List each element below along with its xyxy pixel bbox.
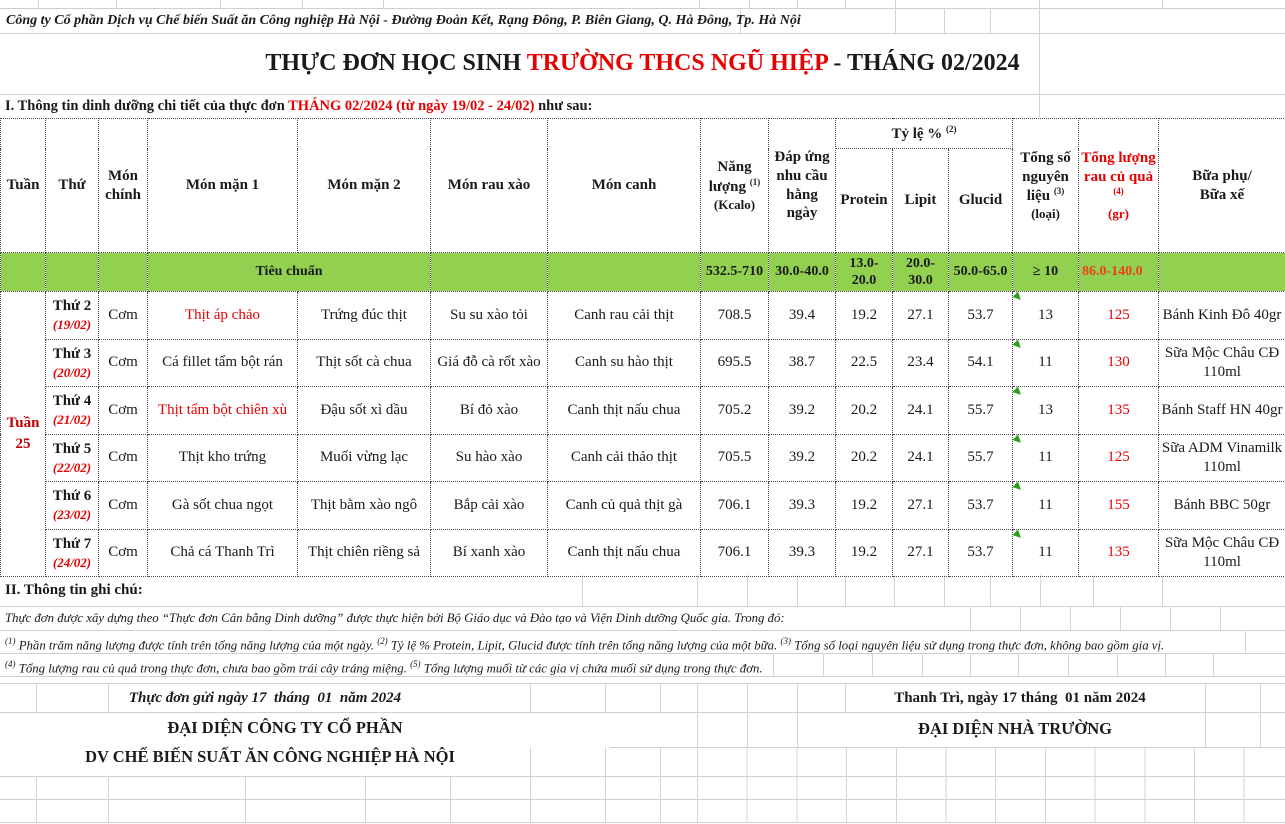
protein-cell: 19.2 — [836, 482, 893, 530]
demand-cell: 39.4 — [769, 292, 836, 340]
company-representative-line-2: DV CHẾ BIẾN SUẤT ĂN CÔNG NGHIỆP HÀ NỘI — [85, 747, 455, 766]
section-1-month-range: THÁNG 02/2024 (từ ngày 19/02 - 24/02) — [288, 98, 535, 114]
glucid-cell: 53.7 — [949, 529, 1013, 577]
table-header-row-1 — [1, 119, 1285, 149]
day-cell: Thứ 6 (23/02) — [46, 482, 99, 530]
energy-cell: 706.1 — [701, 482, 769, 530]
header-nang-luong: Năng lượng $^{(1)}$ (Kcalo) — [701, 119, 769, 253]
snack-cell: Bánh BBC 50gr — [1159, 482, 1285, 530]
ingredients-cell: 11 — [1013, 434, 1079, 482]
header-glucid: Glucid — [949, 149, 1013, 253]
table-row — [1, 482, 1285, 530]
note-line-3: $^{(4)}$ Tổng lượng rau củ quả trong thực đơn, chưa bao gồm trái cây tráng miệng. $^{(5)}$ Tổng lượng muối từ các gia vị chứa muối sử dụng trong thực đơn. — [5, 659, 763, 676]
comment-triangle-icon — [1013, 482, 1024, 493]
standard-energy: 532.5-710 — [701, 253, 769, 292]
header-thu: Thứ — [46, 119, 99, 253]
menu-sent-date: Thực đơn gửi ngày 17 tháng 01 năm 2024 — [128, 690, 402, 706]
table-row — [1, 339, 1285, 387]
nutrition-table — [0, 118, 1285, 577]
standard-label: Tiêu chuẩn — [148, 253, 431, 292]
energy-cell: 695.5 — [701, 339, 769, 387]
signature-place-date: Thanh Trì, ngày 17 tháng 01 năm 2024 — [894, 690, 1146, 706]
day-cell: Thứ 5 (22/02) — [46, 434, 99, 482]
comment-triangle-icon — [1013, 434, 1024, 445]
demand-cell: 39.2 — [769, 434, 836, 482]
dish2-cell: Thịt sốt cà chua — [298, 339, 431, 387]
header-tong-luong-rau-cu-qua: Tổng lượng rau củ quả $^{(4)}$ (gr) — [1079, 119, 1159, 253]
veg-dish-cell: Bí đỏ xào — [431, 387, 548, 435]
snack-cell: Bánh Staff HN 40gr — [1159, 387, 1285, 435]
ingredients-cell: 13 — [1013, 292, 1079, 340]
glucid-cell: 53.7 — [949, 292, 1013, 340]
comment-triangle-icon — [1013, 339, 1024, 350]
dish2-cell: Trứng đúc thịt — [298, 292, 431, 340]
protein-cell: 22.5 — [836, 339, 893, 387]
veg-amount-cell: 125 — [1079, 292, 1159, 340]
veg-amount-cell: 135 — [1079, 529, 1159, 577]
lipit-cell: 24.1 — [893, 434, 949, 482]
header-mon-rau-xao: Món rau xào — [431, 119, 548, 253]
veg-amount-cell: 130 — [1079, 339, 1159, 387]
page-title — [0, 33, 1285, 94]
demand-cell: 39.3 — [769, 482, 836, 530]
veg-dish-cell: Bắp cải xào — [431, 482, 548, 530]
day-cell: Thứ 4 (21/02) — [46, 387, 99, 435]
header-mon-chinh: Món chính — [99, 119, 148, 253]
section-1-prefix: I. Thông tin dinh dưỡng chi tiết của thực đơn — [5, 98, 289, 114]
lipit-cell: 27.1 — [893, 482, 949, 530]
demand-cell: 38.7 — [769, 339, 836, 387]
school-representative: ĐẠI DIỆN NHÀ TRƯỜNG — [918, 719, 1112, 738]
veg-dish-cell: Su su xào tỏi — [431, 292, 548, 340]
table-row — [1, 292, 1285, 340]
title-prefix: THỰC ĐƠN HỌC SINH — [265, 50, 527, 76]
standard-protein: 13.0-20.0 — [836, 253, 893, 292]
veg-dish-cell: Su hào xào — [431, 434, 548, 482]
header-tuan: Tuần — [1, 119, 46, 253]
main-dish-cell: Cơm — [99, 434, 148, 482]
standard-lipit: 20.0-30.0 — [893, 253, 949, 292]
title-school-name: TRƯỜNG THCS NGŨ HIỆP — [526, 50, 828, 76]
dish2-cell: Thịt chiên riềng sả — [298, 529, 431, 577]
week-cell — [1, 292, 46, 577]
dish2-cell: Đậu sốt xì dầu — [298, 387, 431, 435]
glucid-cell: 55.7 — [949, 434, 1013, 482]
energy-cell: 705.5 — [701, 434, 769, 482]
header-mon-man-1: Món mặn 1 — [148, 119, 298, 253]
comment-triangle-icon — [1013, 529, 1024, 540]
soup-cell: Canh thịt nấu chua — [548, 529, 701, 577]
header-bua-phu: Bữa phụ/ Bữa xế — [1159, 119, 1285, 253]
standard-ingredients: ≥ 10 — [1013, 253, 1079, 292]
main-dish-cell: Cơm — [99, 482, 148, 530]
snack-cell: Sữa Mộc Châu CĐ 110ml — [1159, 529, 1285, 577]
dish1-cell: Thịt kho trứng — [148, 434, 298, 482]
ingredients-cell: 13 — [1013, 387, 1079, 435]
dish1-cell: Gà sốt chua ngọt — [148, 482, 298, 530]
main-dish-cell: Cơm — [99, 529, 148, 577]
snack-cell: Sữa Mộc Châu CĐ 110ml — [1159, 339, 1285, 387]
glucid-cell: 53.7 — [949, 482, 1013, 530]
dish2-cell: Muối vừng lạc — [298, 434, 431, 482]
soup-cell: Canh rau cải thịt — [548, 292, 701, 340]
glucid-cell: 54.1 — [949, 339, 1013, 387]
standard-empty-cell — [431, 253, 548, 292]
protein-cell: 19.2 — [836, 292, 893, 340]
table-row — [1, 387, 1285, 435]
note-line-2: $^{(1)}$ Phần trăm năng lượng được tính trên tổng năng lượng của một ngày. $^{(2)}$ Tỷ lệ % Protein, Lipit, Glucid được tính trên tổng năng lượng của một bữa. $^{(3)}$ Tổng số loại nguyên liệu sử dụng trong thực đơn, không bao gồm gia vị. — [5, 636, 1165, 653]
day-cell: Thứ 2 (19/02) — [46, 292, 99, 340]
lipit-cell: 27.1 — [893, 292, 949, 340]
ingredients-cell: 11 — [1013, 529, 1079, 577]
note-line-1: Thực đơn được xây dựng theo “Thực đơn Cân bằng Dinh dưỡng” được thực hiện bởi Bộ Giáo dục và Đào tạo và Viện Dinh dưỡng Quốc gia. Trong đó: — [5, 611, 785, 625]
comment-triangle-icon — [1013, 292, 1024, 303]
standard-empty-cell — [1159, 253, 1285, 292]
week-number: 25 — [15, 436, 31, 452]
header-protein: Protein — [836, 149, 893, 253]
demand-cell: 39.2 — [769, 387, 836, 435]
dish1-cell: Thịt tẩm bột chiên xù — [148, 387, 298, 435]
table-row — [1, 434, 1285, 482]
section-2-heading: II. Thông tin ghi chú: — [5, 582, 143, 598]
standard-row — [1, 253, 1285, 292]
main-dish-cell: Cơm — [99, 387, 148, 435]
table-row — [1, 529, 1285, 577]
veg-amount-cell: 125 — [1079, 434, 1159, 482]
dish1-cell: Chả cá Thanh Trì — [148, 529, 298, 577]
dish1-cell: Thịt áp chảo — [148, 292, 298, 340]
lipit-cell: 27.1 — [893, 529, 949, 577]
day-cell: Thứ 3 (20/02) — [46, 339, 99, 387]
standard-veg-amount: 86.0-140.0 — [1079, 253, 1159, 292]
header-tong-so-nguyen-lieu: Tổng số nguyên liệu $^{(3)}$ (loại) — [1013, 119, 1079, 253]
header-mon-canh: Món canh — [548, 119, 701, 253]
energy-cell: 705.2 — [701, 387, 769, 435]
header-dap-ung: Đáp ứng nhu cầu hằng ngày — [769, 119, 836, 253]
dish2-cell: Thịt bằm xào ngô — [298, 482, 431, 530]
section-1-heading — [0, 94, 1285, 118]
lipit-cell: 23.4 — [893, 339, 949, 387]
energy-cell: 706.1 — [701, 529, 769, 577]
veg-dish-cell: Bí xanh xào — [431, 529, 548, 577]
glucid-cell: 55.7 — [949, 387, 1013, 435]
company-name: Công ty Cổ phần Dịch vụ Chế biến Suất ăn Công nghiệp Hà Nội - Đường Đoàn Kết, Rạng Đông, P. Biên Giang, Q. Hà Đông, Tp. Hà Nội — [6, 13, 801, 28]
ingredients-cell: 11 — [1013, 482, 1079, 530]
dish1-cell: Cá fillet tẩm bột rán — [148, 339, 298, 387]
main-dish-cell: Cơm — [99, 339, 148, 387]
standard-empty-cell — [99, 253, 148, 292]
protein-cell: 19.2 — [836, 529, 893, 577]
soup-cell: Canh củ quả thịt gà — [548, 482, 701, 530]
standard-empty-cell — [548, 253, 701, 292]
standard-empty-cell — [46, 253, 99, 292]
header-mon-man-2: Món mặn 2 — [298, 119, 431, 253]
day-cell: Thứ 7 (24/02) — [46, 529, 99, 577]
protein-cell: 20.2 — [836, 387, 893, 435]
ingredients-cell: 11 — [1013, 339, 1079, 387]
veg-amount-cell: 135 — [1079, 387, 1159, 435]
main-dish-cell: Cơm — [99, 292, 148, 340]
protein-cell: 20.2 — [836, 434, 893, 482]
week-label: Tuần — [6, 415, 40, 431]
soup-cell: Canh su hào thịt — [548, 339, 701, 387]
veg-amount-cell: 155 — [1079, 482, 1159, 530]
lipit-cell: 24.1 — [893, 387, 949, 435]
soup-cell: Canh thịt nấu chua — [548, 387, 701, 435]
comment-triangle-icon — [1013, 387, 1024, 398]
veg-dish-cell: Giá đỗ cà rốt xào — [431, 339, 548, 387]
header-lipit: Lipit — [893, 149, 949, 253]
snack-cell: Bánh Kinh Đô 40gr — [1159, 292, 1285, 340]
section-1-suffix: như sau: — [534, 98, 593, 114]
soup-cell: Canh cải thảo thịt — [548, 434, 701, 482]
company-representative-line-1: ĐẠI DIỆN CÔNG TY CỔ PHẦN — [167, 718, 403, 737]
title-suffix: - THÁNG 02/2024 — [827, 50, 1020, 76]
demand-cell: 39.3 — [769, 529, 836, 577]
snack-cell: Sữa ADM Vinamilk 110ml — [1159, 434, 1285, 482]
standard-demand: 30.0-40.0 — [769, 253, 836, 292]
energy-cell: 708.5 — [701, 292, 769, 340]
header-ty-le: Tỷ lệ % $^{(2)}$ — [836, 119, 1013, 149]
standard-glucid: 50.0-65.0 — [949, 253, 1013, 292]
standard-empty-cell — [1, 253, 46, 292]
